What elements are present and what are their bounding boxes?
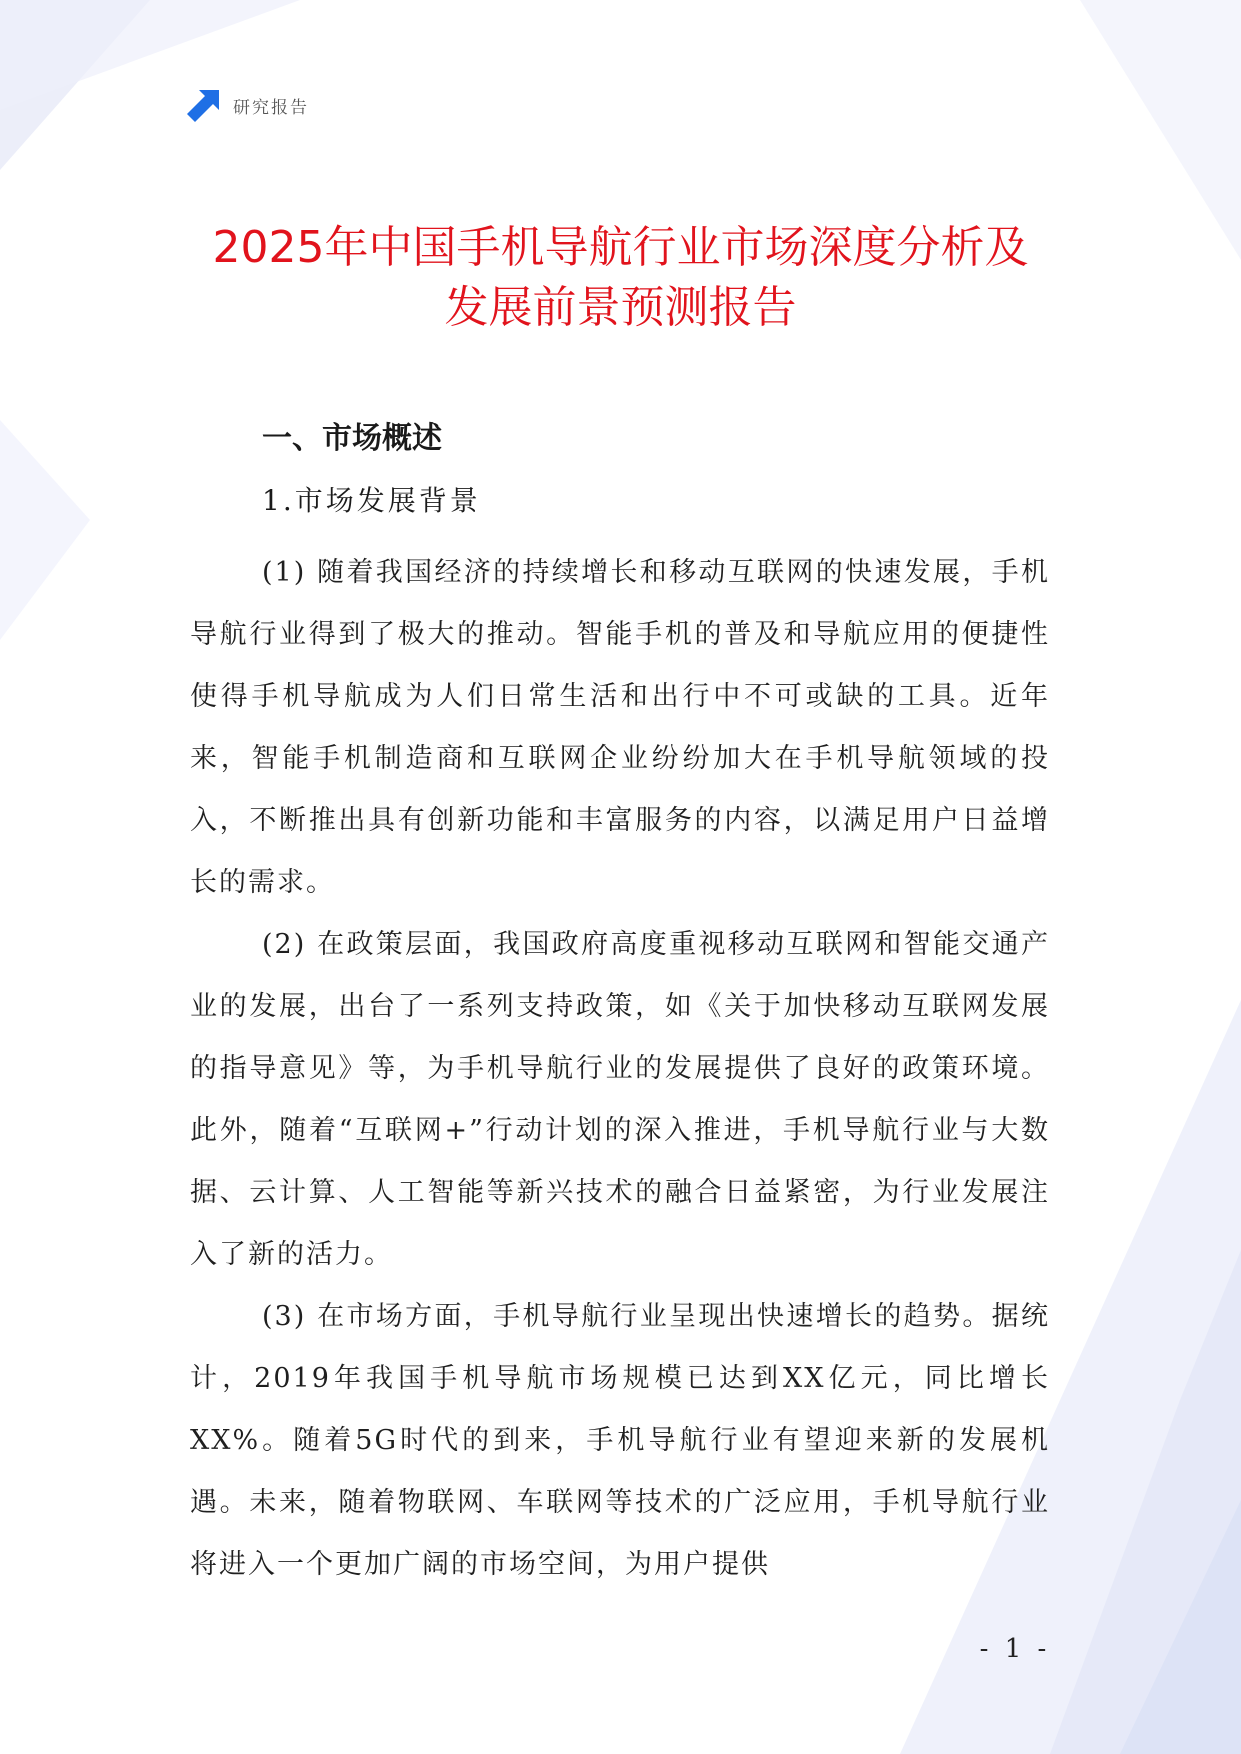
report-title <box>150 218 1091 338</box>
paragraph: (1) 随着我国经济的持续增长和移动互联网的快速发展，手机导航行业得到了极大的推动。智能手机的普及和导航应用的便捷性使得手机导航成为人们日常生活和出行中不可或缺的工具。近年来，智能手机制造商和互联网企业纷纷加大在手机导航领域的投入，不断推出具有创新功能和丰富服务的内容，以满足用户日益增长的需求。 <box>190 557 1050 898</box>
header-label: 研究报告 <box>233 97 309 118</box>
paragraph: (3) 在市场方面，手机导航行业呈现出快速增长的趋势。据统计，2019年我国手机导航市场规模已达到XX亿元，同比增长XX%。随着5G时代的到来，手机导航行业有望迎来新的发展机遇。未来，随着物联网、车联网等技术的广泛应用，手机导航行业将进入一个更加广阔的市场空间，为用户提供 <box>190 1301 1050 1580</box>
title-line-1: 2025年中国手机导航行业市场深度分析及 <box>212 222 1029 273</box>
section-heading: 一、市场概述 <box>262 421 442 456</box>
arrow-up-right-icon <box>187 88 221 122</box>
paragraph: (2) 在政策层面，我国政府高度重视移动互联网和智能交通产业的发展，出台了一系列支持政策，如《关于加快移动互联网发展的指导意见》等，为手机导航行业的发展提供了良好的政策环境。此外，随着“互联网+”行动计划的深入推进，手机导航行业与大数据、云计算、人工智能等新兴技术的融合日益紧密，为行业发展注入了新的活力。 <box>190 929 1050 1270</box>
page-number: - 1 - <box>979 1634 1051 1664</box>
subsection-heading: 1.市场发展背景 <box>262 484 481 517</box>
report-header <box>187 88 309 122</box>
document-body <box>190 418 1050 1596</box>
title-line-2: 发展前景预测报告 <box>444 282 797 333</box>
